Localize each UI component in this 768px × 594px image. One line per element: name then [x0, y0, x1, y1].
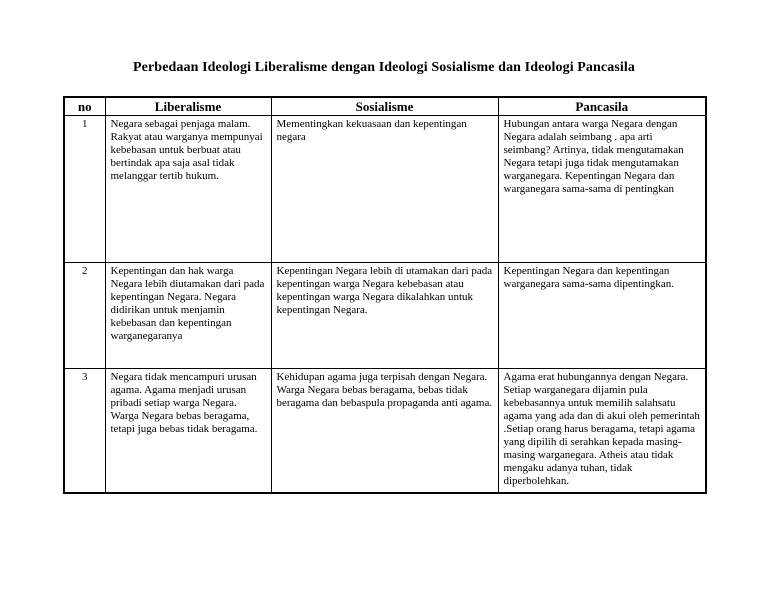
table-row — [64, 116, 706, 263]
row-number: 3 — [64, 369, 105, 494]
table-row — [64, 369, 706, 494]
row-number: 1 — [64, 116, 105, 263]
col-header-sosialisme: Sosialisme — [271, 97, 498, 116]
cell-pancasila: Hubungan antara warga Negara dengan Negara adalah seimbang . apa arti seimbang? Artinya, tidak mengutamakan Negara tetapi juga tidak mengutamakan warganegara. Kepentingan Negara dan warganegara sama-sama di pentingkan — [498, 116, 706, 263]
table-row — [64, 263, 706, 369]
cell-sosialisme: Kehidupan agama juga terpisah dengan Negara. Warga Negara bebas beragama, bebas tidak beragama dan bebaspula propaganda anti agama. — [271, 369, 498, 494]
cell-liberalisme: Kepentingan dan hak warga Negara lebih diutamakan dari pada kepentingan Negara. Negara didirikan untuk menjamin kebebasan dan kepentingan warganegaranya — [105, 263, 271, 369]
cell-pancasila: Agama erat hubungannya dengan Negara. Setiap warganegara dijamin pula kebebasannya untuk memilih salahsatu agama yang ada dan di akui oleh pemerintah .Setiap orang harus beragama, tetapi agama yang dipilih di serahkan kepada masing-masing warganegara. Atheis atau tidak mengaku adanya tuhan, tidak diperbolehkan. — [498, 369, 706, 494]
row-number: 2 — [64, 263, 105, 369]
page-title: Perbedaan Ideologi Liberalisme dengan Ideologi Sosialisme dan Ideologi Pancasila — [133, 60, 635, 75]
cell-pancasila: Kepentingan Negara dan kepentingan warganegara sama-sama dipentingkan. — [498, 263, 706, 369]
comparison-table — [63, 96, 707, 494]
table-header-row — [64, 97, 706, 116]
cell-sosialisme: Kepentingan Negara lebih di utamakan dari pada kepentingan warga Negara kebebasan atau kepentingan warga Negara dikalahkan untuk kepentingan Negara. — [271, 263, 498, 369]
col-header-pancasila: Pancasila — [498, 97, 706, 116]
cell-liberalisme: Negara tidak mencampuri urusan agama. Agama menjadi urusan pribadi setiap warga Negara. Warga Negara bebas beragama, tetapi juga bebas tidak beragama. — [105, 369, 271, 494]
col-header-no: no — [64, 97, 105, 116]
cell-liberalisme: Negara sebagai penjaga malam. Rakyat atau warganya mempunyai kebebasan untuk berbuat atau bertindak apa saja asal tidak melanggar tertib hukum. — [105, 116, 271, 263]
col-header-liberalisme: Liberalisme — [105, 97, 271, 116]
cell-sosialisme: Mementingkan kekuasaan dan kepentingan negara — [271, 116, 498, 263]
